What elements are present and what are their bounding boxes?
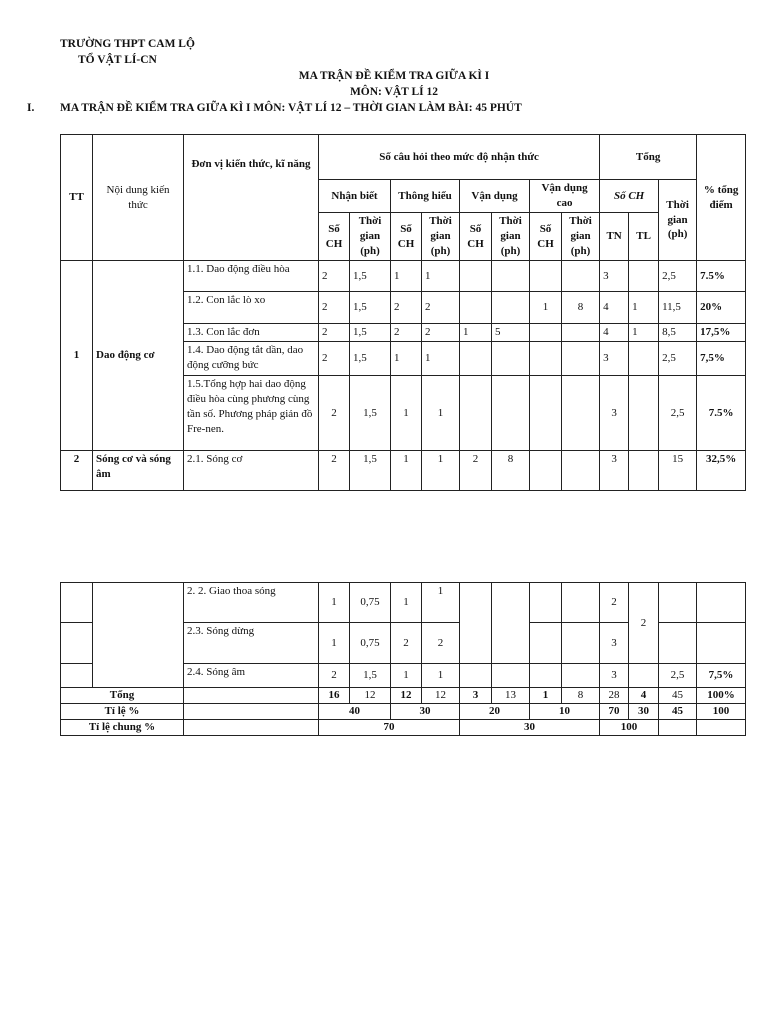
total-nb-ch: 16	[319, 688, 350, 704]
vdc-tg-cell	[562, 376, 600, 451]
th-so-ch-header: Số CH	[391, 213, 422, 261]
empty-cell	[697, 720, 746, 736]
th-tg-cell: 1	[422, 583, 460, 623]
nb-ch-cell: 1	[319, 583, 350, 623]
th-ch-cell: 1	[391, 261, 422, 292]
percent-cell: 7,5%	[697, 342, 746, 376]
empty-cell	[460, 664, 492, 688]
total-th-tg: 12	[422, 688, 460, 704]
empty-cell	[530, 623, 562, 664]
ratio-vd: 20	[460, 704, 530, 720]
vd-tg-cell: 8	[492, 451, 530, 491]
empty-cell	[659, 623, 697, 664]
nb-tg-cell: 1,5	[350, 261, 391, 292]
overall-label: Tỉ lệ chung %	[61, 720, 184, 736]
col-content-header: Nội dung kiến thức	[93, 135, 184, 261]
tn-cell: 4	[600, 324, 629, 342]
overall-advanced: 30	[460, 720, 600, 736]
empty-cell	[530, 583, 562, 623]
matrix-table-part1	[60, 134, 746, 491]
empty-cell	[629, 664, 659, 688]
levels-group-header: Số câu hỏi theo mức độ nhận thức	[319, 135, 600, 180]
table-row	[61, 261, 746, 292]
th-tg-cell: 1	[422, 451, 460, 491]
total-tl: 4	[629, 688, 659, 704]
empty-cell	[184, 704, 319, 720]
percent-cell: 17,5%	[697, 324, 746, 342]
row-tt: 1	[61, 261, 93, 451]
col-nb-header: Nhận biết	[319, 180, 391, 213]
vdc-ch-cell: 1	[530, 292, 562, 324]
overall-ratio-row	[61, 720, 746, 736]
percent-cell: 7.5%	[697, 376, 746, 451]
section-title: MA TRẬN ĐỀ KIỂM TRA GIỮA KÌ I MÔN: VẬT LÍ 12 – THỜI GIAN LÀM BÀI: 45 PHÚT	[60, 102, 522, 114]
total-vdc-ch: 1	[530, 688, 562, 704]
ratio-time: 45	[659, 704, 697, 720]
vdc-ch-cell	[530, 451, 562, 491]
total-time-cell: 11,5	[659, 292, 697, 324]
th-tg-cell: 2	[422, 623, 460, 664]
row-unit: 1.1. Dao động điều hòa	[184, 261, 319, 292]
tn-cell: 4	[600, 292, 629, 324]
nb-tg-cell: 1,5	[350, 451, 391, 491]
vdc-time-header: Thời gian (ph)	[562, 213, 600, 261]
tl-cell: 1	[629, 324, 659, 342]
empty-cell	[562, 583, 600, 623]
th-ch-cell: 1	[391, 583, 422, 623]
vd-ch-cell	[460, 342, 492, 376]
ratio-vdc: 10	[530, 704, 600, 720]
vd-ch-cell: 1	[460, 324, 492, 342]
nb-so-ch-header: Số CH	[319, 213, 350, 261]
total-th-ch: 12	[391, 688, 422, 704]
vd-tg-cell	[492, 342, 530, 376]
empty-cell	[659, 583, 697, 623]
tl-cell	[629, 261, 659, 292]
total-tn: 28	[600, 688, 629, 704]
total-time-cell: 2,5	[659, 342, 697, 376]
total-time-cell: 2,5	[659, 664, 697, 688]
percent-cell: 32,5%	[697, 451, 746, 491]
tl-cell	[629, 342, 659, 376]
nb-ch-cell: 2	[319, 664, 350, 688]
document-title: MA TRẬN ĐỀ KIỂM TRA GIỮA KÌ I	[298, 70, 490, 82]
th-ch-cell: 1	[391, 451, 422, 491]
matrix-table-part2	[60, 582, 746, 736]
nb-ch-cell: 2	[319, 324, 350, 342]
empty-cell	[697, 583, 746, 623]
vdc-ch-cell	[530, 376, 562, 451]
col-percent-header: % tổng điểm	[697, 135, 746, 261]
col-total-time-header: Thời gian (ph)	[659, 180, 697, 261]
percent-cell: 7.5%	[697, 261, 746, 292]
tn-cell: 3	[600, 623, 629, 664]
col-vdc-header: Vận dụng cao	[530, 180, 600, 213]
total-time: 45	[659, 688, 697, 704]
total-group-header: Tổng	[600, 135, 697, 180]
col-so-ch-header: Số CH	[600, 180, 659, 213]
empty-cell	[697, 623, 746, 664]
vd-time-header: Thời gian (ph)	[492, 213, 530, 261]
total-vdc-tg: 8	[562, 688, 600, 704]
overall-total: 100	[600, 720, 659, 736]
col-vd-header: Vận dụng	[460, 180, 530, 213]
row-tt: 2	[61, 451, 93, 491]
th-tg-cell: 2	[422, 324, 460, 342]
vdc-tg-cell	[562, 324, 600, 342]
section-number: I.	[27, 102, 35, 114]
row-unit: 2.1. Sóng cơ	[184, 451, 319, 491]
table-row	[61, 583, 746, 623]
empty-cell	[659, 720, 697, 736]
vdc-ch-cell	[530, 261, 562, 292]
empty-cell	[562, 623, 600, 664]
ratio-th: 30	[391, 704, 460, 720]
totals-row	[61, 688, 746, 704]
vd-ch-cell: 2	[460, 451, 492, 491]
tl-cell	[629, 451, 659, 491]
col-unit-header: Đơn vị kiến thức, kĩ năng	[184, 135, 319, 261]
ratio-tl: 30	[629, 704, 659, 720]
vdc-so-ch-header: Số CH	[530, 213, 562, 261]
total-vd-tg: 13	[492, 688, 530, 704]
th-ch-cell: 1	[391, 342, 422, 376]
empty-cell	[184, 688, 319, 704]
th-tg-cell: 2	[422, 292, 460, 324]
nb-tg-cell: 1,5	[350, 292, 391, 324]
empty-cell	[492, 583, 530, 664]
tl-merged-cell: 2	[629, 583, 659, 664]
ratio-label: Tỉ lệ %	[61, 704, 184, 720]
nb-ch-cell: 2	[319, 342, 350, 376]
nb-ch-cell: 2	[319, 292, 350, 324]
th-ch-cell: 2	[391, 324, 422, 342]
empty-cell	[61, 664, 93, 688]
th-ch-cell: 2	[391, 623, 422, 664]
th-time-header: Thời gian (ph)	[422, 213, 460, 261]
vd-tg-cell	[492, 376, 530, 451]
row-unit: 1.3. Con lắc đơn	[184, 324, 319, 342]
nb-ch-cell: 1	[319, 623, 350, 664]
totals-label: Tổng	[61, 688, 184, 704]
vd-ch-cell	[460, 292, 492, 324]
th-tg-cell: 1	[422, 342, 460, 376]
nb-time-header: Thời gian (ph)	[350, 213, 391, 261]
table-row	[61, 451, 746, 491]
vd-tg-cell	[492, 261, 530, 292]
empty-cell	[184, 720, 319, 736]
vdc-ch-cell	[530, 342, 562, 376]
vdc-ch-cell	[530, 324, 562, 342]
empty-cell	[61, 583, 93, 623]
vd-ch-cell	[460, 261, 492, 292]
th-tg-cell: 1	[422, 261, 460, 292]
row-unit: 2. 2. Giao thoa sóng	[184, 583, 319, 623]
row-unit: 2.3. Sóng dừng	[184, 623, 319, 664]
nb-ch-cell: 2	[319, 451, 350, 491]
school-name: TRƯỜNG THPT CAM LỘ	[60, 38, 195, 50]
total-vd-ch: 3	[460, 688, 492, 704]
nb-tg-cell: 0,75	[350, 583, 391, 623]
tl-cell	[629, 376, 659, 451]
nb-tg-cell: 1,5	[350, 376, 391, 451]
empty-cell	[61, 623, 93, 664]
empty-cell	[530, 664, 562, 688]
subject-title: MÔN: VẬT LÍ 12	[349, 86, 439, 98]
nb-ch-cell: 2	[319, 261, 350, 292]
row-unit: 1.2. Con lắc lò xo	[184, 292, 319, 324]
th-tg-cell: 1	[422, 664, 460, 688]
tn-cell: 3	[600, 664, 629, 688]
total-nb-tg: 12	[350, 688, 391, 704]
vdc-tg-cell	[562, 261, 600, 292]
row-unit: 2.4. Sóng âm	[184, 664, 319, 688]
th-tg-cell: 1	[422, 376, 460, 451]
col-tt-header: TT	[61, 135, 93, 261]
vdc-tg-cell	[562, 451, 600, 491]
total-percent: 100%	[697, 688, 746, 704]
row-unit: 1.4. Dao động tắt dần, dao động cưỡng bức	[184, 342, 319, 376]
row-content: Dao động cơ	[93, 261, 184, 451]
row-unit: 1.5.Tổng hợp hai dao động điều hòa cùng phương cùng tần số. Phương pháp giản đồ Fre-nen.	[184, 376, 319, 451]
vd-tg-cell	[492, 292, 530, 324]
total-time-cell: 15	[659, 451, 697, 491]
empty-cell	[562, 664, 600, 688]
percent-cell: 20%	[697, 292, 746, 324]
vd-so-ch-header: Số CH	[460, 213, 492, 261]
ratio-nb: 40	[319, 704, 391, 720]
nb-tg-cell: 1,5	[350, 664, 391, 688]
vd-tg-cell: 5	[492, 324, 530, 342]
th-ch-cell: 1	[391, 376, 422, 451]
tl-header: TL	[629, 213, 659, 261]
nb-tg-cell: 1,5	[350, 342, 391, 376]
nb-ch-cell: 2	[319, 376, 350, 451]
tn-cell: 3	[600, 451, 629, 491]
empty-cell	[492, 664, 530, 688]
tl-cell: 1	[629, 292, 659, 324]
vd-ch-cell	[460, 376, 492, 451]
tn-header: TN	[600, 213, 629, 261]
total-time-cell: 8,5	[659, 324, 697, 342]
ratio-percent: 100	[697, 704, 746, 720]
tn-cell: 2	[600, 583, 629, 623]
col-th-header: Thông hiểu	[391, 180, 460, 213]
th-ch-cell: 1	[391, 664, 422, 688]
percent-cell: 7,5%	[697, 664, 746, 688]
ratio-row	[61, 704, 746, 720]
ratio-tn: 70	[600, 704, 629, 720]
tn-cell: 3	[600, 342, 629, 376]
row-content: Sóng cơ và sóng âm	[93, 451, 184, 491]
empty-cell	[460, 583, 492, 664]
vdc-tg-cell: 8	[562, 292, 600, 324]
total-time-cell: 2,5	[659, 261, 697, 292]
tn-cell: 3	[600, 261, 629, 292]
vdc-tg-cell	[562, 342, 600, 376]
nb-tg-cell: 0,75	[350, 623, 391, 664]
th-ch-cell: 2	[391, 292, 422, 324]
tn-cell: 3	[600, 376, 629, 451]
overall-basic: 70	[319, 720, 460, 736]
nb-tg-cell: 1,5	[350, 324, 391, 342]
group-name: TỔ VẬT LÍ-CN	[78, 54, 157, 66]
empty-cell	[93, 583, 184, 688]
total-time-cell: 2,5	[659, 376, 697, 451]
